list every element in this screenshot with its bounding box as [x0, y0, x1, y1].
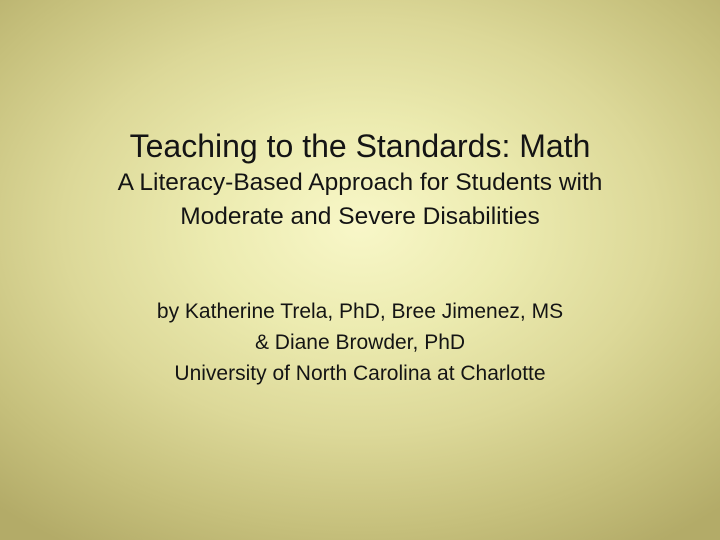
- byline-authors-line-2: & Diane Browder, PhD: [254, 331, 466, 354]
- slide-title: Teaching to the Standards: Math: [129, 128, 591, 164]
- byline-authors-line-1: by Katherine Trela, PhD, Bree Jimenez, MS: [156, 300, 564, 323]
- slide-subtitle-line-2: Moderate and Severe Disabilities: [180, 203, 540, 230]
- author-byline: [40, 296, 680, 389]
- slide-subtitle-line-1: A Literacy-Based Approach for Students with: [117, 169, 603, 196]
- byline-affiliation: University of North Carolina at Charlotte: [174, 362, 546, 385]
- title-block: [40, 126, 680, 234]
